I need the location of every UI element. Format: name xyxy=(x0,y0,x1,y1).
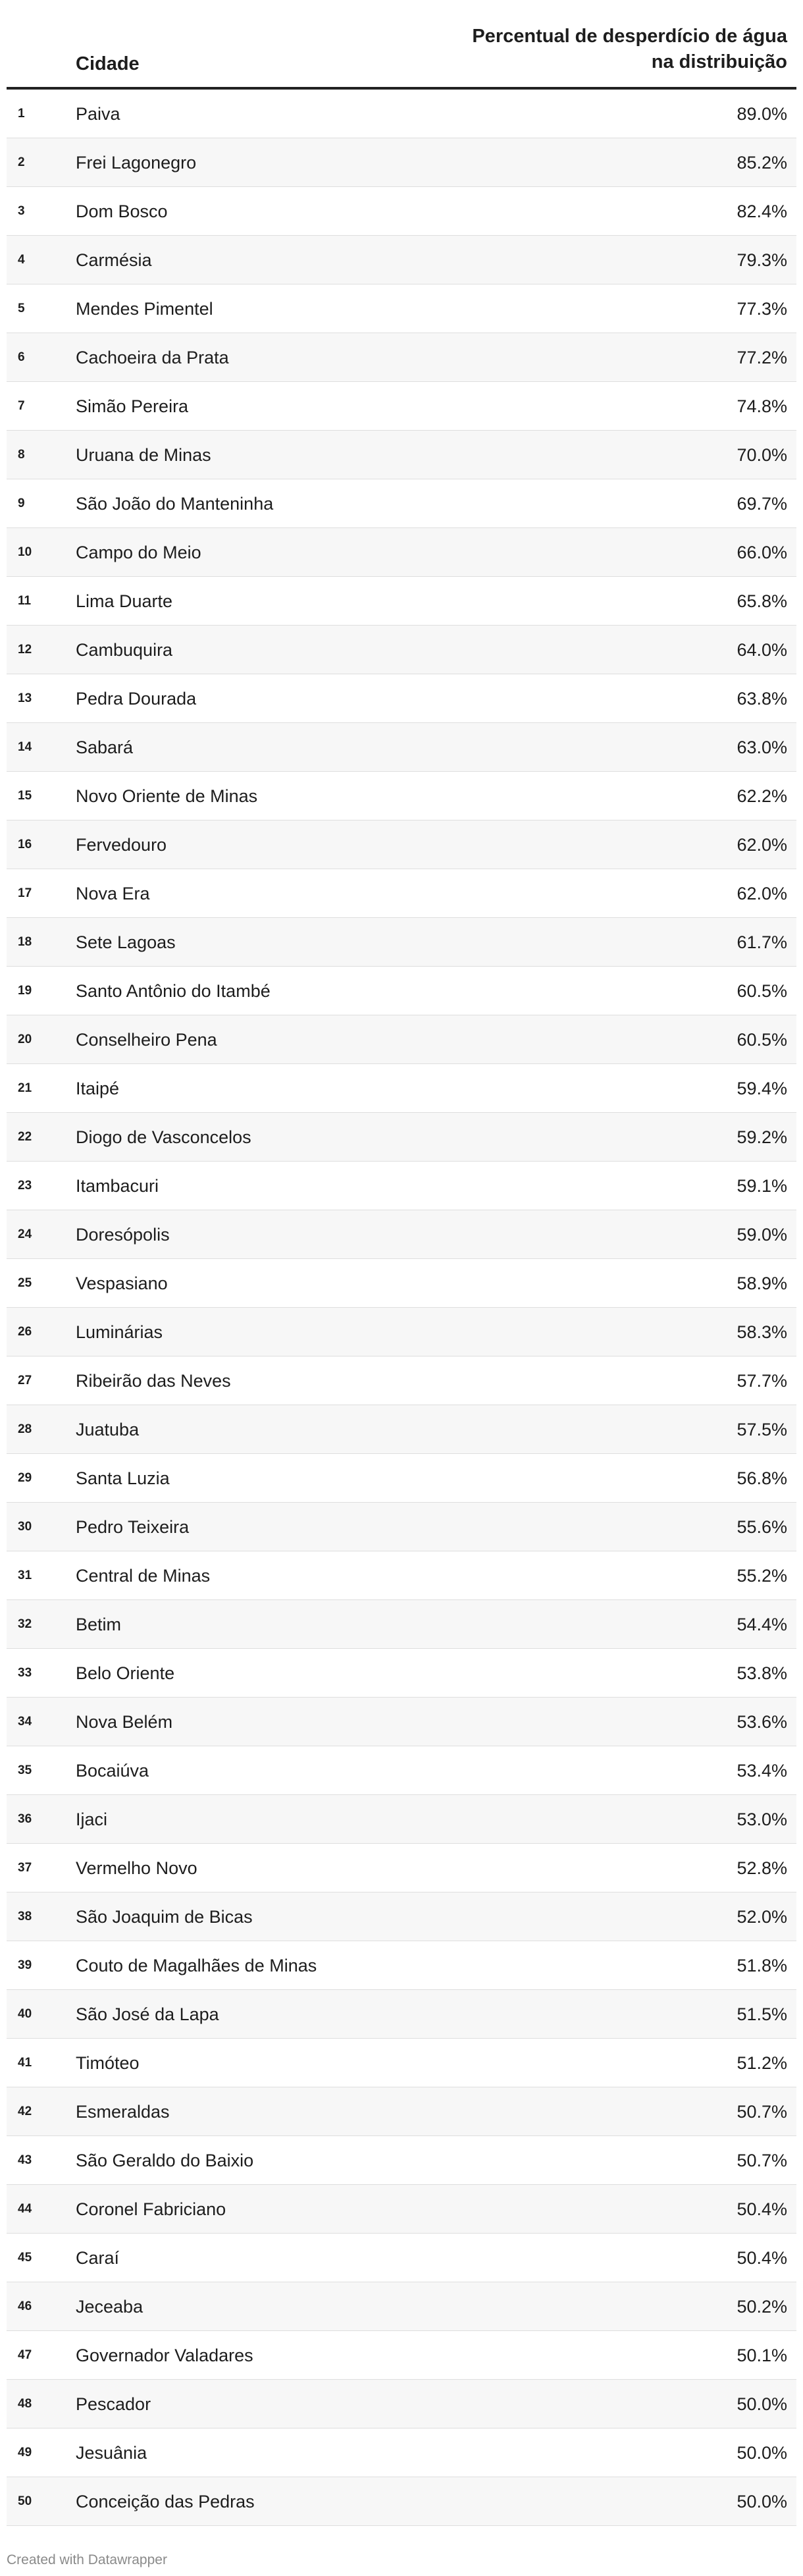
table-row xyxy=(7,1259,796,1308)
row-rank: 31 xyxy=(18,1569,32,1582)
row-city: Jeceaba xyxy=(76,2297,143,2317)
row-city: Uruana de Minas xyxy=(76,445,211,465)
row-value: 53.0% xyxy=(737,1810,787,1829)
table-row xyxy=(7,333,796,382)
row-rank: 6 xyxy=(18,350,25,364)
column-header-value[interactable] xyxy=(419,24,787,75)
row-rank: 33 xyxy=(18,1666,32,1680)
row-city: Sete Lagoas xyxy=(76,932,176,952)
row-value: 61.7% xyxy=(737,932,787,952)
row-value: 58.9% xyxy=(737,1274,787,1293)
table-row xyxy=(7,2039,796,2087)
table-row xyxy=(7,1405,796,1454)
row-city: São Geraldo do Baixio xyxy=(76,2151,254,2170)
table-row xyxy=(7,1064,796,1113)
table-row xyxy=(7,479,796,528)
table-row xyxy=(7,1844,796,1892)
table-row xyxy=(7,187,796,236)
row-value: 57.7% xyxy=(737,1371,787,1391)
row-rank: 21 xyxy=(18,1081,32,1095)
row-city: Nova Belém xyxy=(76,1712,173,1732)
row-city: Frei Lagonegro xyxy=(76,153,197,173)
row-city: Doresópolis xyxy=(76,1225,170,1245)
footer-credit[interactable]: Created with Datawrapper xyxy=(7,2552,167,2567)
table-row xyxy=(7,1308,796,1356)
row-city: Conceição das Pedras xyxy=(76,2492,255,2511)
table-header xyxy=(7,0,796,90)
row-city: Vespasiano xyxy=(76,1274,168,1293)
row-city: Nova Era xyxy=(76,884,150,903)
row-value: 50.2% xyxy=(737,2297,787,2317)
row-value: 77.2% xyxy=(737,348,787,367)
table-row xyxy=(7,2331,796,2380)
row-value: 56.8% xyxy=(737,1468,787,1488)
row-value: 54.4% xyxy=(737,1615,787,1634)
row-city: São José da Lapa xyxy=(76,2004,219,2024)
table-row xyxy=(7,2380,796,2428)
row-rank: 37 xyxy=(18,1861,32,1875)
row-city: Cachoeira da Prata xyxy=(76,348,229,367)
row-city: Coronel Fabriciano xyxy=(76,2199,226,2219)
table-row xyxy=(7,1698,796,1746)
row-rank: 9 xyxy=(18,496,25,510)
row-value: 53.6% xyxy=(737,1712,787,1732)
row-city: São Joaquim de Bicas xyxy=(76,1907,253,1927)
table-row xyxy=(7,1113,796,1162)
table-row xyxy=(7,1015,796,1064)
row-rank: 22 xyxy=(18,1130,32,1144)
row-city: Caraí xyxy=(76,2248,120,2268)
row-value: 62.0% xyxy=(737,884,787,903)
row-city: Timóteo xyxy=(76,2053,140,2073)
row-city: Ijaci xyxy=(76,1810,108,1829)
row-rank: 43 xyxy=(18,2153,32,2167)
table-row xyxy=(7,2428,796,2477)
row-rank: 49 xyxy=(18,2446,32,2459)
row-rank: 27 xyxy=(18,1374,32,1387)
table-row xyxy=(7,1795,796,1844)
row-rank: 47 xyxy=(18,2348,32,2362)
row-value: 50.4% xyxy=(737,2248,787,2268)
table-row xyxy=(7,1551,796,1600)
row-value: 50.7% xyxy=(737,2102,787,2122)
row-rank: 3 xyxy=(18,204,25,218)
row-city: Campo do Meio xyxy=(76,543,201,562)
row-city: Pedra Dourada xyxy=(76,689,197,709)
row-city: Couto de Magalhães de Minas xyxy=(76,1956,317,1975)
table-row xyxy=(7,820,796,869)
row-value: 85.2% xyxy=(737,153,787,173)
row-rank: 4 xyxy=(18,253,25,267)
row-rank: 13 xyxy=(18,691,32,705)
row-value: 63.0% xyxy=(737,738,787,757)
row-rank: 14 xyxy=(18,740,32,754)
column-header-value-line1: Percentual de desperdício de água xyxy=(472,26,787,47)
table-row xyxy=(7,1210,796,1259)
table-row xyxy=(7,1990,796,2039)
row-value: 63.8% xyxy=(737,689,787,709)
row-rank: 42 xyxy=(18,2105,32,2118)
row-value: 53.4% xyxy=(737,1761,787,1781)
row-value: 57.5% xyxy=(737,1420,787,1439)
row-rank: 30 xyxy=(18,1520,32,1534)
table-row xyxy=(7,2136,796,2185)
row-value: 74.8% xyxy=(737,396,787,416)
row-value: 50.0% xyxy=(737,2492,787,2511)
row-city: Dom Bosco xyxy=(76,201,168,221)
row-value: 59.2% xyxy=(737,1127,787,1147)
row-city: Bocaiúva xyxy=(76,1761,149,1781)
row-rank: 32 xyxy=(18,1617,32,1631)
row-rank: 11 xyxy=(18,594,32,608)
row-value: 52.8% xyxy=(737,1858,787,1878)
table-row xyxy=(7,1162,796,1210)
row-rank: 50 xyxy=(18,2494,32,2508)
table-row xyxy=(7,869,796,918)
row-value: 50.4% xyxy=(737,2199,787,2219)
table-row xyxy=(7,918,796,967)
row-rank: 12 xyxy=(18,643,32,657)
row-rank: 20 xyxy=(18,1033,32,1046)
row-city: Simão Pereira xyxy=(76,396,189,416)
table-row xyxy=(7,236,796,284)
row-city: Pescador xyxy=(76,2394,151,2414)
row-rank: 16 xyxy=(18,838,32,851)
row-rank: 8 xyxy=(18,448,25,462)
row-rank: 7 xyxy=(18,399,25,413)
row-value: 79.3% xyxy=(737,250,787,270)
row-rank: 5 xyxy=(18,302,25,315)
row-city: Central de Minas xyxy=(76,1566,211,1586)
row-rank: 23 xyxy=(18,1179,32,1193)
row-city: Vermelho Novo xyxy=(76,1858,197,1878)
row-value: 59.0% xyxy=(737,1225,787,1245)
table-row xyxy=(7,1356,796,1405)
table-row xyxy=(7,772,796,820)
table-row xyxy=(7,577,796,626)
row-value: 70.0% xyxy=(737,445,787,465)
row-rank: 26 xyxy=(18,1325,32,1339)
column-header-city[interactable]: Cidade xyxy=(76,53,140,74)
row-value: 52.0% xyxy=(737,1907,787,1927)
data-table xyxy=(7,0,796,2526)
table-row xyxy=(7,1454,796,1503)
row-rank: 48 xyxy=(18,2397,32,2411)
row-city: Ribeirão das Neves xyxy=(76,1371,231,1391)
row-value: 53.8% xyxy=(737,1663,787,1683)
row-value: 51.8% xyxy=(737,1956,787,1975)
row-rank: 35 xyxy=(18,1763,32,1777)
row-city: Esmeraldas xyxy=(76,2102,170,2122)
row-city: Luminárias xyxy=(76,1322,163,1342)
column-header-value-line2: na distribuição xyxy=(651,51,787,72)
row-city: Carmésia xyxy=(76,250,152,270)
row-rank: 1 xyxy=(18,107,25,121)
row-value: 62.0% xyxy=(737,835,787,855)
table-row xyxy=(7,2087,796,2136)
row-city: Itambacuri xyxy=(76,1176,159,1196)
row-city: Sabará xyxy=(76,738,134,757)
row-value: 50.0% xyxy=(737,2443,787,2463)
row-rank: 46 xyxy=(18,2299,32,2313)
row-rank: 19 xyxy=(18,984,32,998)
row-value: 50.7% xyxy=(737,2151,787,2170)
row-city: Cambuquira xyxy=(76,640,173,660)
row-value: 58.3% xyxy=(737,1322,787,1342)
row-rank: 18 xyxy=(18,935,32,949)
row-city: Conselheiro Pena xyxy=(76,1030,217,1050)
row-rank: 29 xyxy=(18,1471,32,1485)
row-value: 51.2% xyxy=(737,2053,787,2073)
row-value: 50.1% xyxy=(737,2346,787,2365)
row-value: 82.4% xyxy=(737,201,787,221)
row-rank: 17 xyxy=(18,886,32,900)
row-value: 69.7% xyxy=(737,494,787,514)
row-rank: 24 xyxy=(18,1227,32,1241)
row-rank: 28 xyxy=(18,1422,32,1436)
row-rank: 15 xyxy=(18,789,32,803)
row-city: Paiva xyxy=(76,104,120,124)
table-row xyxy=(7,1746,796,1795)
row-city: Juatuba xyxy=(76,1420,140,1439)
row-value: 66.0% xyxy=(737,543,787,562)
table-row xyxy=(7,1941,796,1990)
row-city: Fervedouro xyxy=(76,835,167,855)
row-value: 60.5% xyxy=(737,981,787,1001)
table-row xyxy=(7,528,796,577)
table-row xyxy=(7,1600,796,1649)
table-row xyxy=(7,674,796,723)
row-value: 55.6% xyxy=(737,1517,787,1537)
table-row xyxy=(7,2477,796,2526)
table-row xyxy=(7,382,796,431)
row-value: 62.2% xyxy=(737,786,787,806)
row-value: 59.1% xyxy=(737,1176,787,1196)
table-body xyxy=(7,90,796,2526)
row-city: Pedro Teixeira xyxy=(76,1517,190,1537)
row-value: 51.5% xyxy=(737,2004,787,2024)
row-city: São João do Manteninha xyxy=(76,494,274,514)
table-row xyxy=(7,284,796,333)
table-row xyxy=(7,2282,796,2331)
row-rank: 36 xyxy=(18,1812,32,1826)
table-row xyxy=(7,1892,796,1941)
row-rank: 39 xyxy=(18,1958,32,1972)
row-value: 60.5% xyxy=(737,1030,787,1050)
table-row xyxy=(7,431,796,479)
row-rank: 25 xyxy=(18,1276,32,1290)
row-value: 65.8% xyxy=(737,591,787,611)
row-city: Itaipé xyxy=(76,1079,120,1098)
row-city: Lima Duarte xyxy=(76,591,173,611)
row-city: Santa Luzia xyxy=(76,1468,170,1488)
row-city: Governador Valadares xyxy=(76,2346,253,2365)
table-row xyxy=(7,138,796,187)
row-value: 89.0% xyxy=(737,104,787,124)
row-city: Santo Antônio do Itambé xyxy=(76,981,271,1001)
table-row xyxy=(7,2185,796,2234)
row-rank: 10 xyxy=(18,545,32,559)
table-row xyxy=(7,90,796,138)
row-value: 64.0% xyxy=(737,640,787,660)
row-rank: 38 xyxy=(18,1910,32,1923)
row-rank: 41 xyxy=(18,2056,32,2070)
table-row xyxy=(7,723,796,772)
row-city: Jesuânia xyxy=(76,2443,147,2463)
table-row xyxy=(7,2234,796,2282)
row-value: 50.0% xyxy=(737,2394,787,2414)
row-city: Diogo de Vasconcelos xyxy=(76,1127,251,1147)
row-rank: 44 xyxy=(18,2202,32,2216)
row-value: 55.2% xyxy=(737,1566,787,1586)
row-rank: 2 xyxy=(18,155,25,169)
table-row xyxy=(7,1649,796,1698)
row-rank: 34 xyxy=(18,1715,32,1729)
table-row xyxy=(7,1503,796,1551)
table-row xyxy=(7,967,796,1015)
row-value: 77.3% xyxy=(737,299,787,319)
row-rank: 45 xyxy=(18,2251,32,2265)
row-city: Betim xyxy=(76,1615,122,1634)
table-row xyxy=(7,626,796,674)
row-city: Belo Oriente xyxy=(76,1663,175,1683)
row-city: Mendes Pimentel xyxy=(76,299,213,319)
row-value: 59.4% xyxy=(737,1079,787,1098)
row-city: Novo Oriente de Minas xyxy=(76,786,258,806)
row-rank: 40 xyxy=(18,2007,32,2021)
